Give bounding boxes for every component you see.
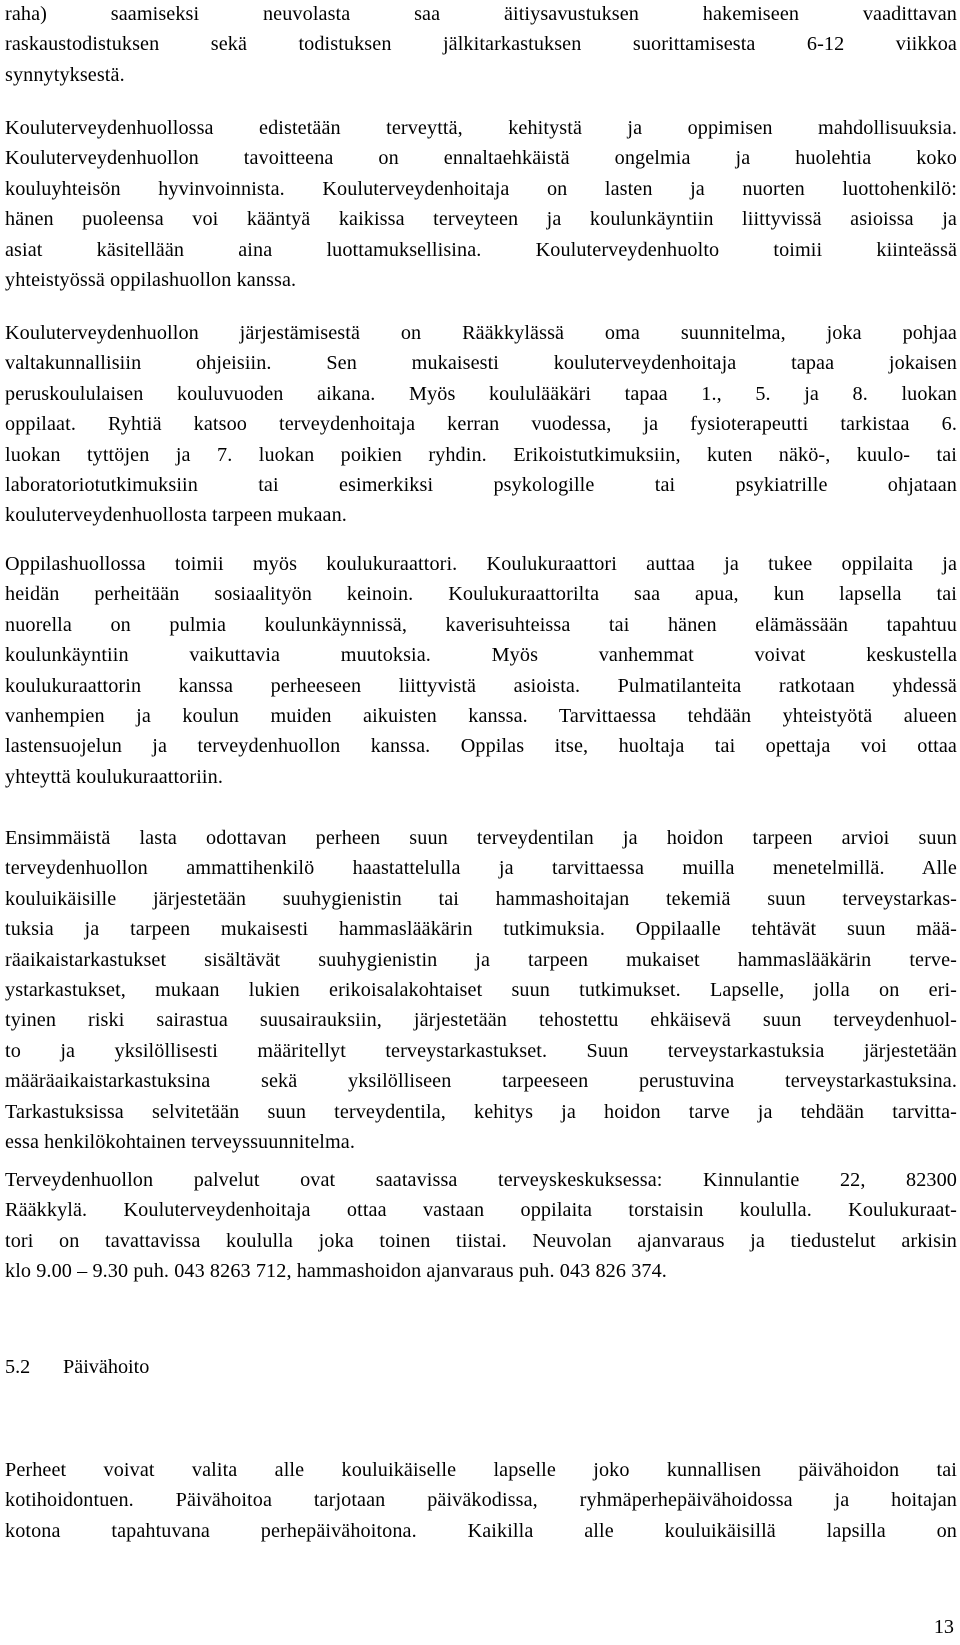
text-line: Perheet voivat valita alle kouluikäiselle lapselle joko kunnallisen päivähoidon tai [5, 1459, 957, 1481]
paragraph-oral-health [5, 823, 957, 1157]
text-line: tyinen riski sairastua suusairauksiin, järjestetään tehostettu ehkäisevä suun terveydenhuol- [5, 1009, 957, 1032]
text-line: valtakunnallisiin ohjeisiin. Sen mukaisesti kouluterveydenhoitaja tapaa jokaisen [5, 352, 957, 375]
text-line: oppilaat. Ryhtiä katsoo terveydenhoitaja kerran vuodessa, ja fysioterapeutti tarkistaa 6. [5, 413, 957, 436]
text-line: synnytyksestä. [5, 63, 125, 86]
text-line: terveydenhuollon ammattihenkilö haastattelulla ja tarvittaessa muilla menetelmillä. Alle [5, 857, 957, 880]
text-line: essa henkilökohtainen terveyssuunnitelma. [5, 1130, 356, 1153]
text-line: räaikaistarkastukset sisältävät suuhygienistin ja tarpeen mukaiset hammaslääkärin terve- [5, 948, 957, 971]
section-title: Päivähoito [63, 1356, 150, 1378]
text-line: tuksia ja tarpeen mukaisesti hammaslääkärin tutkimuksia. Oppilaalle tehtävät suun mää- [5, 918, 957, 941]
text-line: Kouluterveydenhuollossa edistetään terveyttä, kehitystä ja oppimisen mahdollisuuksia. [5, 117, 957, 139]
text-line: yhteistyössä oppilashuollon kanssa. [5, 268, 297, 291]
text-line: ystarkastukset, mukaan lukien erikoisalakohtaiset suun tutkimukset. Lapselle, jolla on eri- [5, 978, 957, 1001]
text-line: klo 9.00 – 9.30 puh. 043 8263 712, hammashoidon ajanvaraus puh. 043 826 374. [5, 1260, 667, 1283]
text-line: kotona tapahtuvana perhepäivähoitona. Kaikilla alle kouluikäisillä lapsilla on [5, 1519, 957, 1542]
text-line: raha) saamiseksi neuvolasta saa äitiysavustuksen hakemiseen vaadittavan [5, 3, 957, 25]
text-line: laboratoriotutkimuksiin tai esimerkiksi psykologille tai psykiatrille ohjataan [5, 473, 957, 496]
text-line: hänen puoleensa voi kääntyä kaikissa terveyteen ja koulunkäyntiin liittyvissä asioissa ja [5, 208, 957, 231]
text-line: koulunkäyntiin vaikuttavia muutoksia. Myös vanhemmat voivat keskustella [5, 644, 957, 667]
text-line: vanhempien ja koulun muiden aikuisten kanssa. Tarvittaessa tehdään yhteistyötä alueen [5, 704, 957, 727]
section-heading [5, 1352, 149, 1382]
text-line: tori on tavattavissa koululla joka toinen tiistai. Neuvolan ajanvaraus ja tiedustelut arkisin [5, 1229, 957, 1252]
text-line: Tarkastuksissa selvitetään suun terveydentila, kehitys ja hoidon tarve ja tehdään tarvitta- [5, 1100, 957, 1123]
text-line: nuorella on pulmia koulunkäynnissä, kaverisuhteissa tai hänen elämässään tapahtuu [5, 613, 957, 636]
text-line: Rääkkylä. Kouluterveydenhoitaja ottaa vastaan oppilaita torstaisin koululla. Koulukuraat- [5, 1199, 957, 1222]
text-line: Ensimmäistä lasta odottavan perheen suun terveydentilan ja hoidon tarpeen arvioi suun [5, 827, 957, 849]
text-line: kotihoidontuen. Päivähoitoa tarjotaan päiväkodissa, ryhmäperhepäivähoidossa ja hoitajan [5, 1489, 957, 1512]
text-line: Kouluterveydenhuollon tavoitteena on ennaltaehkäistä ongelmia ja huolehtia koko [5, 147, 957, 170]
text-line: Kouluterveydenhuollon järjestämisestä on Rääkkylässä oma suunnitelma, joka pohjaa [5, 322, 957, 344]
text-line: kouluyhteisön hyvinvoinnista. Kouluterveydenhoitaja on lasten ja nuorten luottohenkilö: [5, 177, 957, 200]
text-line: koulukuraattorin kanssa perheeseen liittyvistä asioista. Pulmatilanteita ratkotaan yhdessä [5, 674, 957, 697]
text-line: Terveydenhuollon palvelut ovat saatavissa terveyskeskuksessa: Kinnulantie 22, 82300 [5, 1169, 957, 1191]
paragraph-school-health-care [5, 113, 957, 295]
section-number: 5.2 [5, 1356, 31, 1378]
page-number: 13 [933, 1616, 954, 1638]
paragraph-school-social-worker [5, 549, 957, 792]
text-line: yhteyttä koulukuraattoriin. [5, 765, 223, 788]
text-line: asiat käsitellään aina luottamuksellisina. Kouluterveydenhuolto toimii kiinteässä [5, 238, 957, 261]
text-line: Oppilashuollossa toimii myös koulukuraattori. Koulukuraattori auttaa ja tukee oppilaita ja [5, 553, 957, 575]
paragraph-maternity-benefit [5, 0, 957, 90]
text-line: lastensuojelun ja terveydenhuollon kanssa. Oppilas itse, huoltaja tai opettaja voi ottaa [5, 735, 957, 758]
text-line: heidän perheitään sosiaalityön keinoin. Koulukuraattorilta saa apua, kun lapsella tai [5, 583, 957, 606]
paragraph-school-health-organization [5, 318, 957, 531]
paragraph-health-services-contact [5, 1165, 957, 1287]
text-line: kouluikäisille järjestetään suuhygienistin tai hammashoitajan tekemiä suun terveystarkas- [5, 887, 957, 910]
text-line: peruskoululaisen kouluvuoden aikana. Myös koululääkäri tapaa 1., 5. ja 8. luokan [5, 382, 957, 405]
text-line: luokan tyttöjen ja 7. luokan poikien ryhdin. Erikoistutkimuksiin, kuten näkö-, kuulo- tai [5, 443, 957, 466]
paragraph-daycare [5, 1455, 957, 1546]
text-line: kouluterveydenhuollosta tarpeen mukaan. [5, 504, 347, 527]
text-line: määräaikaistarkastuksina sekä yksilölliseen tarpeeseen perustuvina terveystarkastuksina. [5, 1070, 957, 1093]
text-line: to ja yksilöllisesti määritellyt terveystarkastukset. Suun terveystarkastuksia järjestetään [5, 1039, 957, 1062]
text-line: raskaustodistuksen sekä todistuksen jälkitarkastuksen suorittamisesta 6-12 viikkoa [5, 33, 957, 56]
